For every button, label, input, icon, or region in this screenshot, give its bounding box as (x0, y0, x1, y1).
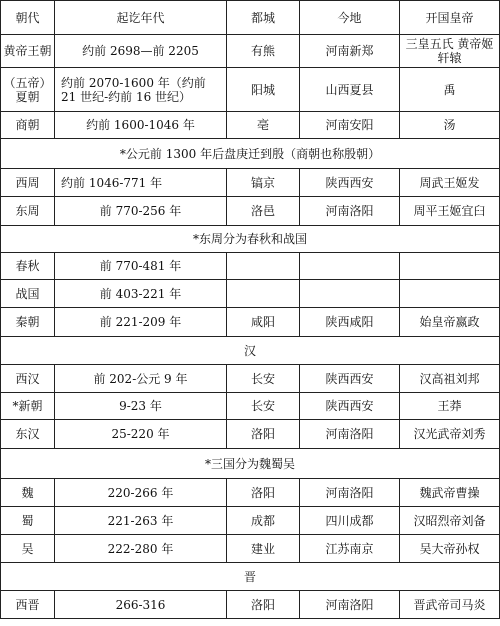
period-cell: 前 403-221 年 (55, 280, 227, 308)
modern-location-cell: 河南洛阳 (300, 420, 400, 449)
capital-cell: 洛阳 (227, 591, 300, 619)
modern-location-cell (300, 280, 400, 308)
capital-cell: 亳 (227, 112, 300, 139)
table-row (1, 253, 500, 280)
capital-cell: 建业 (227, 535, 300, 563)
founding-emperor-cell: 魏武帝曹操 (400, 479, 500, 507)
founding-emperor-cell: 周武王姬发 (400, 169, 500, 197)
founding-emperor-cell: 王莽 (400, 393, 500, 420)
modern-location-cell: 四川成都 (300, 507, 400, 535)
dynasty-cell: *新朝 (1, 393, 55, 420)
period-cell: 221-263 年 (55, 507, 227, 535)
founding-emperor-cell (400, 253, 500, 280)
founding-emperor-cell: 禹 (400, 68, 500, 112)
dynasty-cell: 东周 (1, 197, 55, 226)
modern-location-cell: 河南洛阳 (300, 591, 400, 619)
table-row (1, 420, 500, 449)
founding-emperor-cell: 三皇五氏 黄帝姬轩辕 (400, 35, 500, 68)
modern-location-cell: 河南新郑 (300, 35, 400, 68)
table-row (1, 535, 500, 563)
section-note: *东周分为春秋和战国 (1, 226, 500, 253)
period-cell: 9-23 年 (55, 393, 227, 420)
dynasty-cell: 黄帝王朝 (1, 35, 55, 68)
table-row (1, 308, 500, 337)
section-note-row (1, 563, 500, 591)
dynasty-cell: （五帝）夏朝 (1, 68, 55, 112)
founding-emperor-cell: 周平王姬宜臼 (400, 197, 500, 226)
section-note-row (1, 449, 500, 479)
modern-location-cell: 陕西西安 (300, 365, 400, 393)
modern-location-cell: 江苏南京 (300, 535, 400, 563)
header-row (1, 1, 500, 35)
dynasty-cell: 秦朝 (1, 308, 55, 337)
capital-cell: 长安 (227, 393, 300, 420)
period-cell: 25-220 年 (55, 420, 227, 449)
period-cell: 266-316 (55, 591, 227, 619)
period-cell: 前 770-481 年 (55, 253, 227, 280)
table-row (1, 507, 500, 535)
section-note-row (1, 337, 500, 365)
period-cell: 约前 2698—前 2205 (55, 35, 227, 68)
founding-emperor-cell: 晋武帝司马炎 (400, 591, 500, 619)
dynasty-cell: 西汉 (1, 365, 55, 393)
period-cell: 约前 1600-1046 年 (55, 112, 227, 139)
dynasty-cell: 西周 (1, 169, 55, 197)
section-note: *公元前 1300 年后盘庚迁到殷（商朝也称殷朝） (1, 139, 500, 169)
section-note: 汉 (1, 337, 500, 365)
capital-cell (227, 280, 300, 308)
period-cell: 前 202-公元 9 年 (55, 365, 227, 393)
period-cell: 约前 1046-771 年 (55, 169, 227, 197)
modern-location-cell: 山西夏县 (300, 68, 400, 112)
founding-emperor-cell: 汉高祖刘邦 (400, 365, 500, 393)
dynasty-cell: 春秋 (1, 253, 55, 280)
dynasty-cell: 战国 (1, 280, 55, 308)
capital-cell: 成都 (227, 507, 300, 535)
header-period: 起讫年代 (55, 1, 227, 35)
dynasty-cell: 西晋 (1, 591, 55, 619)
table-row (1, 591, 500, 619)
header-modern-location: 今地 (300, 1, 400, 35)
dynasty-cell: 魏 (1, 479, 55, 507)
modern-location-cell: 河南洛阳 (300, 479, 400, 507)
founding-emperor-cell (400, 280, 500, 308)
dynasty-table-body (1, 1, 500, 619)
table-row (1, 112, 500, 139)
period-cell: 约前 2070-1600 年（约前 21 世纪-约前 16 世纪） (55, 68, 227, 112)
table-row (1, 479, 500, 507)
capital-cell: 长安 (227, 365, 300, 393)
period-cell: 222-280 年 (55, 535, 227, 563)
table-row (1, 68, 500, 112)
modern-location-cell: 陕西西安 (300, 393, 400, 420)
modern-location-cell: 河南安阳 (300, 112, 400, 139)
modern-location-cell: 陕西西安 (300, 169, 400, 197)
section-note-row (1, 139, 500, 169)
founding-emperor-cell: 吴大帝孙权 (400, 535, 500, 563)
capital-cell: 镐京 (227, 169, 300, 197)
founding-emperor-cell: 汉光武帝刘秀 (400, 420, 500, 449)
capital-cell: 洛阳 (227, 420, 300, 449)
table-row (1, 35, 500, 68)
capital-cell: 咸阳 (227, 308, 300, 337)
table-row (1, 280, 500, 308)
header-founding-emperor: 开国皇帝 (400, 1, 500, 35)
period-cell: 220-266 年 (55, 479, 227, 507)
founding-emperor-cell: 汤 (400, 112, 500, 139)
modern-location-cell (300, 253, 400, 280)
dynasty-cell: 吴 (1, 535, 55, 563)
dynasty-cell: 商朝 (1, 112, 55, 139)
founding-emperor-cell: 汉昭烈帝刘备 (400, 507, 500, 535)
table-row (1, 393, 500, 420)
period-cell: 前 770-256 年 (55, 197, 227, 226)
table-row (1, 365, 500, 393)
period-cell: 前 221-209 年 (55, 308, 227, 337)
capital-cell (227, 253, 300, 280)
table-row (1, 197, 500, 226)
capital-cell: 洛邑 (227, 197, 300, 226)
section-note: *三国分为魏蜀吴 (1, 449, 500, 479)
section-note: 晋 (1, 563, 500, 591)
dynasty-cell: 蜀 (1, 507, 55, 535)
founding-emperor-cell: 始皇帝嬴政 (400, 308, 500, 337)
header-capital: 都城 (227, 1, 300, 35)
capital-cell: 洛阳 (227, 479, 300, 507)
modern-location-cell: 陕西咸阳 (300, 308, 400, 337)
section-note-row (1, 226, 500, 253)
modern-location-cell: 河南洛阳 (300, 197, 400, 226)
header-dynasty: 朝代 (1, 1, 55, 35)
dynasty-cell: 东汉 (1, 420, 55, 449)
table-row (1, 169, 500, 197)
capital-cell: 有熊 (227, 35, 300, 68)
capital-cell: 阳城 (227, 68, 300, 112)
